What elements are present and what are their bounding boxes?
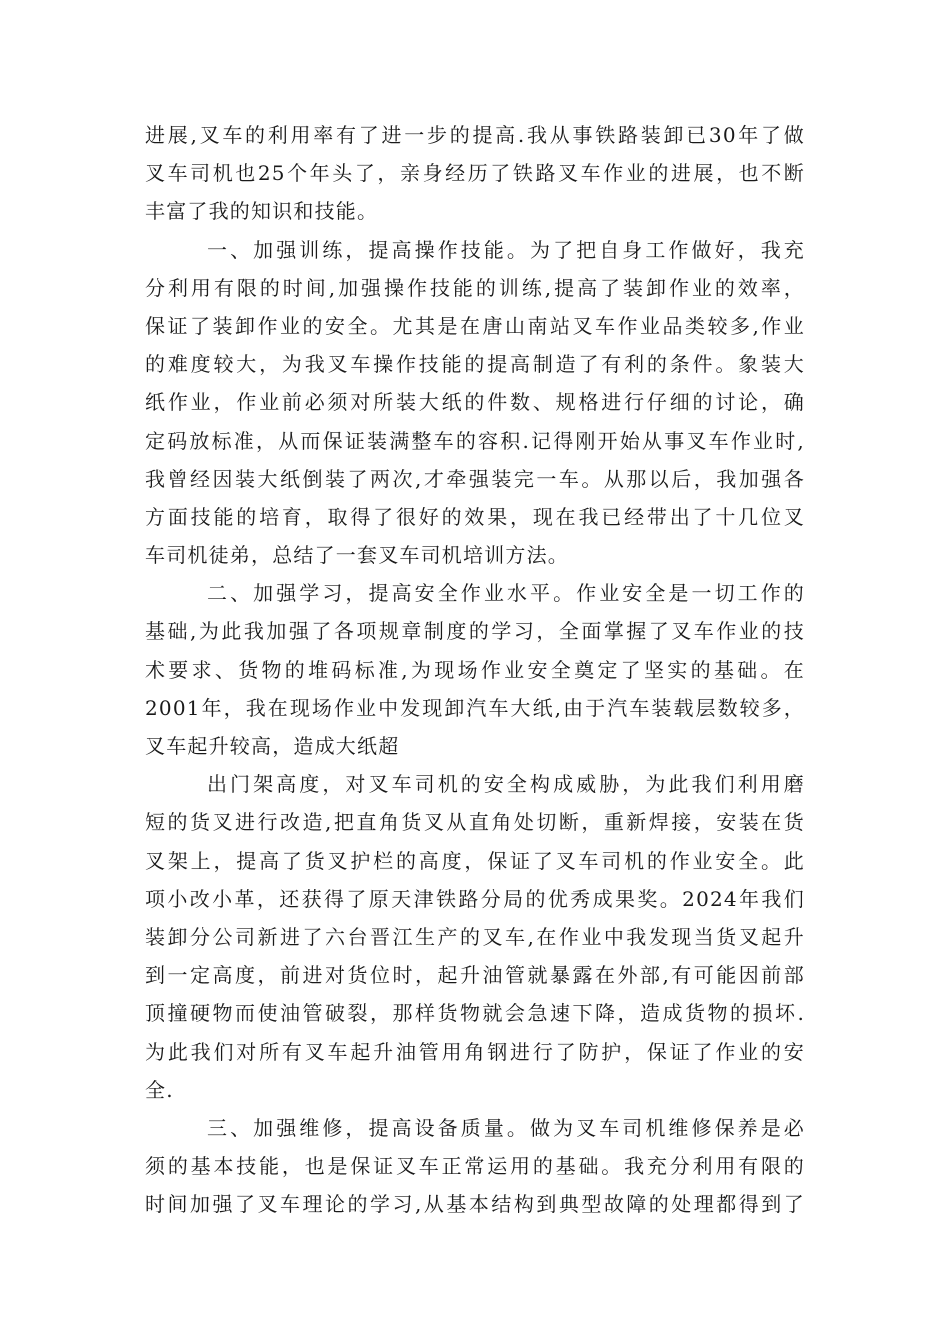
text-line: 顶撞硬物而使油管破裂，那样货物就会急速下降，造成货物的损坏.	[145, 1001, 805, 1026]
text-line: 术要求、货物的堆码标准,为现场作业安全奠定了坚实的基础。在	[145, 657, 805, 682]
text-line: 三、加强维修，提高设备质量。做为叉车司机维修保养是必	[207, 1115, 805, 1140]
text-line: 到一定高度，前进对货位时，起升油管就暴露在外部,有可能因前部	[145, 963, 805, 988]
text-line: 全.	[145, 1077, 174, 1102]
text-line: 分利用有限的时间,加强操作技能的训练,提高了装卸作业的效率，	[145, 275, 805, 300]
text-line: 进展,叉车的利用率有了进一步的提高.我从事铁路装卸已30年了做	[145, 123, 805, 147]
text-line: 2001年，我在现场作业中发现卸汽车大纸,由于汽车装载层数较多，	[145, 695, 805, 720]
text-line: 时间加强了叉车理论的学习,从基本结构到典型故障的处理都得到了	[145, 1192, 805, 1217]
text-line: 丰富了我的知识和技能。	[145, 199, 379, 224]
text-line: 项小改小革，还获得了原天津铁路分局的优秀成果奖。2024年我们	[145, 886, 805, 911]
text-line: 二、加强学习，提高安全作业水平。作业安全是一切工作的	[207, 581, 805, 606]
text-line: 基础,为此我加强了各项规章制度的学习，全面掌握了叉车作业的技	[145, 619, 805, 644]
text-line: 定码放标准，从而保证装满整车的容积.记得刚开始从事叉车作业时,	[145, 428, 805, 453]
text-line: 纸作业，作业前必须对所装大纸的件数、规格进行仔细的讨论，确	[145, 390, 805, 415]
text-line: 的难度较大，为我叉车操作技能的提高制造了有利的条件。象装大	[145, 352, 805, 377]
text-line: 保证了装卸作业的安全。尤其是在唐山南站叉车作业品类较多,作业	[145, 313, 805, 338]
text-line: 叉车司机也25个年头了，亲身经历了铁路叉车作业的进展，也不断	[145, 161, 805, 186]
text-line: 为此我们对所有叉车起升油管用角钢进行了防护，保证了作业的安	[145, 1039, 805, 1064]
text-line: 一、加强训练，提高操作技能。为了把自身工作做好，我充	[207, 237, 805, 262]
document-body	[145, 116, 805, 1223]
text-line: 车司机徒弟，总结了一套叉车司机培训方法。	[145, 543, 569, 568]
text-line: 叉车起升较高，造成大纸超	[145, 734, 400, 758]
text-line: 须的基本技能，也是保证叉车正常运用的基础。我充分利用有限的	[145, 1154, 805, 1179]
text-line: 我曾经因装大纸倒装了两次,才牵强装完一车。从那以后，我加强各	[145, 466, 805, 491]
text-line: 叉架上，提高了货叉护栏的高度，保证了叉车司机的作业安全。此	[145, 848, 805, 873]
text-line: 短的货叉进行改造,把直角货叉从直角处切断，重新焊接，安装在货	[145, 810, 805, 835]
text-line: 方面技能的培育，取得了很好的效果，现在我已经带出了十几位叉	[145, 504, 805, 529]
text-line: 出门架高度，对叉车司机的安全构成威胁，为此我们利用磨	[207, 772, 805, 797]
text-line: 装卸分公司新进了六台晋江生产的叉车,在作业中我发现当货叉起升	[145, 924, 805, 949]
